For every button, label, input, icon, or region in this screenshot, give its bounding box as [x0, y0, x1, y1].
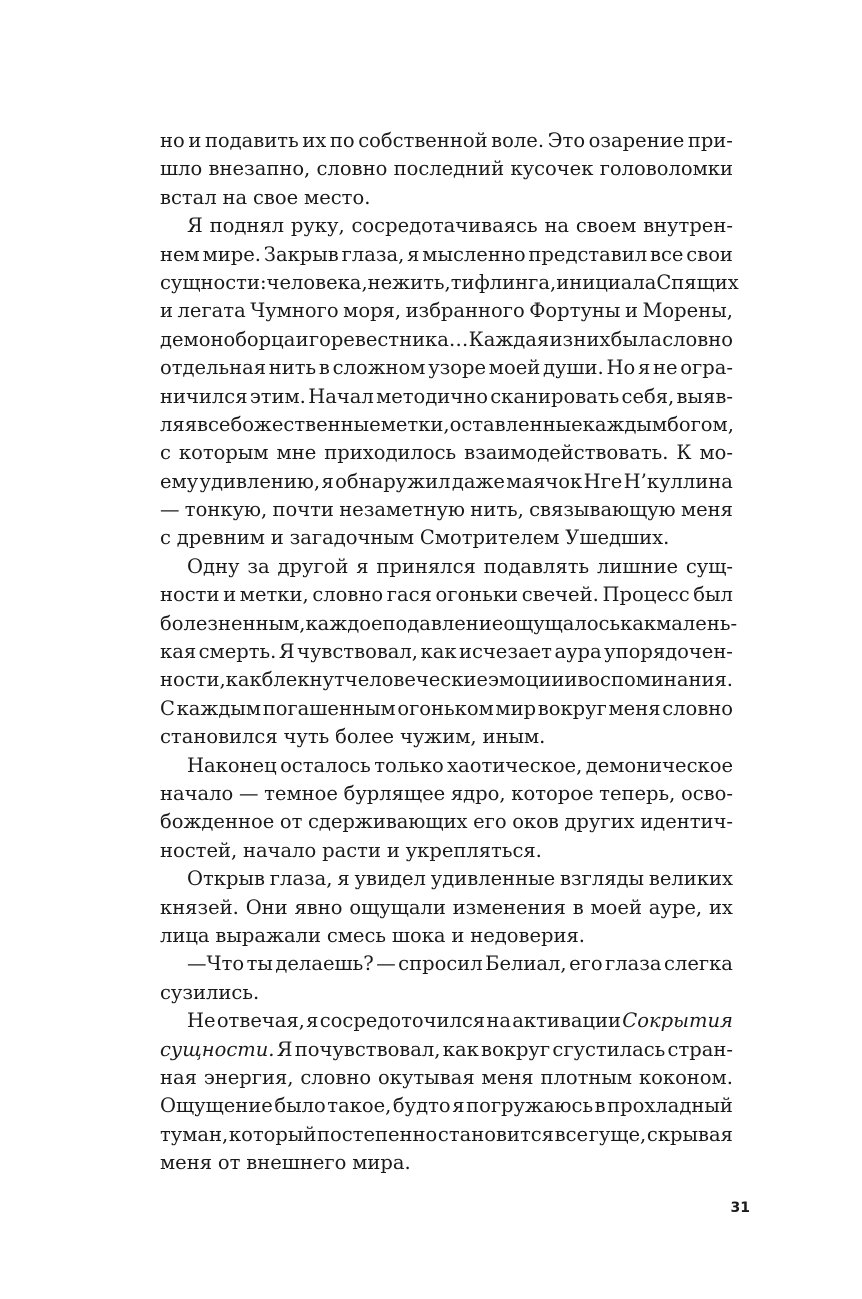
text-line: демоноборца и горевестника… Каждая из них была словно: [160, 327, 733, 351]
text-line: встал на свое место.: [160, 185, 371, 209]
text-line: становился чуть более чужим, иным.: [160, 725, 546, 749]
text-line: —Что ты делаешь? — спросил Белиал, его глаза слегка: [187, 952, 733, 976]
text-line: болезненным, каждое подавление ощущалось как малень-: [160, 611, 738, 635]
body-text: [160, 127, 739, 1177]
text-line: Я поднял руку, сосредотачиваясь на своем внутрен-: [187, 214, 733, 238]
page-number: 31: [730, 1200, 750, 1216]
text-line: Наконец осталось только хаотическое, демоническое: [187, 753, 733, 777]
text-line: ностей, начало расти и укрепляться.: [160, 838, 542, 862]
text-line: с которым мне приходилось взаимодействовать. К мо-: [160, 441, 733, 465]
text-line: сущности. Я почувствовал, как вокруг сгустилась стран-: [160, 1037, 733, 1061]
text-line: и легата Чумного моря, избранного Фортуны и Морены,: [160, 299, 733, 323]
text-line: ности, как блекнут человеческие эмоции и воспоминания.: [160, 668, 733, 692]
text-line: божденное от сдерживающих его оков других идентич-: [160, 810, 733, 834]
text-line: кая смерть. Я чувствовал, как исчезает аура упорядочен-: [160, 640, 733, 664]
text-line: сузились.: [160, 980, 260, 1004]
text-line: Одну за другой я принялся подавлять лишние сущ-: [187, 554, 733, 578]
text-line: но и подавить их по собственной воле. Это озарение при-: [160, 129, 733, 152]
text-line: начало — темное бурлящее ядро, которое теперь, осво-: [160, 781, 733, 805]
text-line: князей. Они явно ощущали изменения в моей ауре, их: [160, 895, 733, 919]
text-line: меня от внешнего мира.: [160, 1151, 411, 1175]
text-line: шло внезапно, словно последний кусочек головоломки: [160, 157, 733, 181]
text-line: лица выражали смесь шока и недоверия.: [160, 923, 585, 947]
text-line: ляя все божественные метки, оставленные каждым богом,: [160, 412, 734, 436]
text-line: Ощущение было такое, будто я погружаюсь в прохладный: [160, 1094, 733, 1118]
text-line: туман, который постепенно становится все гуще, скрывая: [160, 1122, 733, 1146]
text-line: С каждым погашенным огоньком мир вокруг меня словно: [160, 696, 733, 720]
text-line: ему удивлению, я обнаружил даже маячок Нге Н’куллина: [160, 469, 733, 493]
text-line: отдельная нить в сложном узоре моей души. Но я не огра-: [160, 356, 733, 380]
text-line: — тонкую, почти незаметную нить, связывающую меня: [160, 498, 733, 522]
text-line: ности и метки, словно гася огоньки свечей. Процесс был: [160, 583, 733, 607]
text-line: ная энергия, словно окутывая меня плотным коконом.: [160, 1065, 733, 1089]
text-line: Открыв глаза, я увидел удивленные взгляды великих: [187, 867, 733, 891]
text-line: с древним и загадочным Смотрителем Ушедших.: [160, 526, 670, 550]
text-line: ничился этим. Начал методично сканировать себя, выяв-: [160, 384, 733, 408]
text-line: сущности: человека, нежить, тифлинга, инициала Спящих: [160, 270, 739, 294]
text-line: Не отвечая, я сосредоточился на активации Сокрытия: [187, 1009, 733, 1033]
text-line: нем мире. Закрыв глаза, я мысленно представил все свои: [160, 242, 733, 266]
